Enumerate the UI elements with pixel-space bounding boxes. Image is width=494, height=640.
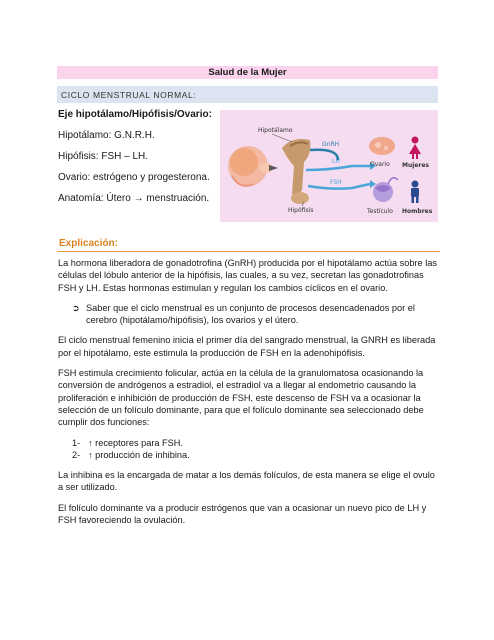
label-hipotalamo: Hipotálamo [258, 127, 293, 134]
functions-list [72, 437, 438, 462]
explicacion-body [58, 257, 438, 534]
axis-line-ovario: Ovario: estrógeno y progesterona. [58, 172, 210, 183]
list-number: 2- [72, 449, 81, 460]
axis-heading: Eje hipotálamo/Hipófisis/Ovario: [58, 109, 212, 120]
label-mujeres: Mujeres [402, 162, 429, 169]
female-icon [409, 137, 421, 160]
explicacion-heading: Explicación: [57, 237, 440, 252]
paragraph-gnrh: La hormona liberadora de gonadotrofina (GnRH) producida por el hipotálamo actúa sobre las células del lóbulo anterior de la hipófisis, las cuales, a su vez, secretan las gonadotrofinas FSH y LH. Estas hormonas estimulan y regulan los cambios cíclicos en el ovario. [58, 258, 437, 293]
axis-line-hipofisis: Hipófisis: FSH – LH. [58, 151, 149, 162]
axis-line-hipotalamo: Hipotálamo: G.N.R.H. [58, 130, 155, 141]
arrow-bullet-icon: ➲ [72, 302, 80, 313]
head-illustration [228, 146, 278, 186]
list-item [72, 437, 438, 449]
label-hipofisis: Hipófisis [288, 207, 314, 214]
paragraph-fsh: FSH estimula crecimiento folicular, actúa en la célula de la granulomatosa ocasionando la conversión de andrógenos a estradiol, el estradiol va a llegar al endometrio causando la proliferación e inhibición de producción de FSH, este descenso de FSH va a ocasionar la selección de un folículo dominante, para que el folículo dominante sea seleccionado debe cumplir dos funciones: [58, 368, 424, 428]
axis-line-anatomia: Anatomía: Útero → menstruación. [58, 193, 210, 204]
hormone-axis-diagram [220, 110, 438, 222]
paragraph-ciclo: El ciclo menstrual femenino inicia el primer día del sangrado menstrual, la GNRH es liberada por el hipotálamo, este estimula la producción de FSH en la adenohipófisis. [58, 335, 436, 358]
male-icon [411, 181, 419, 204]
diagram-svg [220, 110, 438, 222]
bullet-item [58, 302, 438, 327]
list-number: 1- [72, 437, 81, 448]
label-gnrh: GnRH [322, 141, 340, 148]
bullet-text: Saber que el ciclo menstrual es un conjunto de procesos desencadenados por el cerebro (hipotálamo/hipófisis), los ovarios y el útero. [86, 302, 415, 326]
testis-illustration [373, 178, 398, 202]
label-testiculo: Testículo [367, 208, 393, 215]
list-text: ↑ producción de inhibina. [88, 449, 190, 460]
label-fsh: FSH [330, 179, 342, 186]
label-hombres: Hombres [402, 208, 433, 215]
label-ovario: Ovario [370, 161, 390, 168]
paragraph-inhibina: La inhibina es la encargada de matar a los demás folículos, de esta manera se elige el ovulo a ser utilizado. [58, 470, 435, 493]
paragraph-foliculo: El folículo dominante va a producir estrógenos que van a ocasionar un nuevo pico de LH y FSH favoreciendo la ovulación. [58, 502, 427, 526]
pituitary-illustration [272, 134, 310, 206]
ovary-illustration [369, 137, 395, 155]
list-text: ↑ receptores para FSH. [88, 437, 183, 448]
hormone-axis-summary [58, 109, 218, 214]
label-lh: LH [332, 158, 340, 165]
list-item [72, 449, 438, 461]
section-heading: CICLO MENSTRUAL NORMAL: [57, 86, 438, 103]
page-title: Salud de la Mujer [57, 66, 438, 79]
